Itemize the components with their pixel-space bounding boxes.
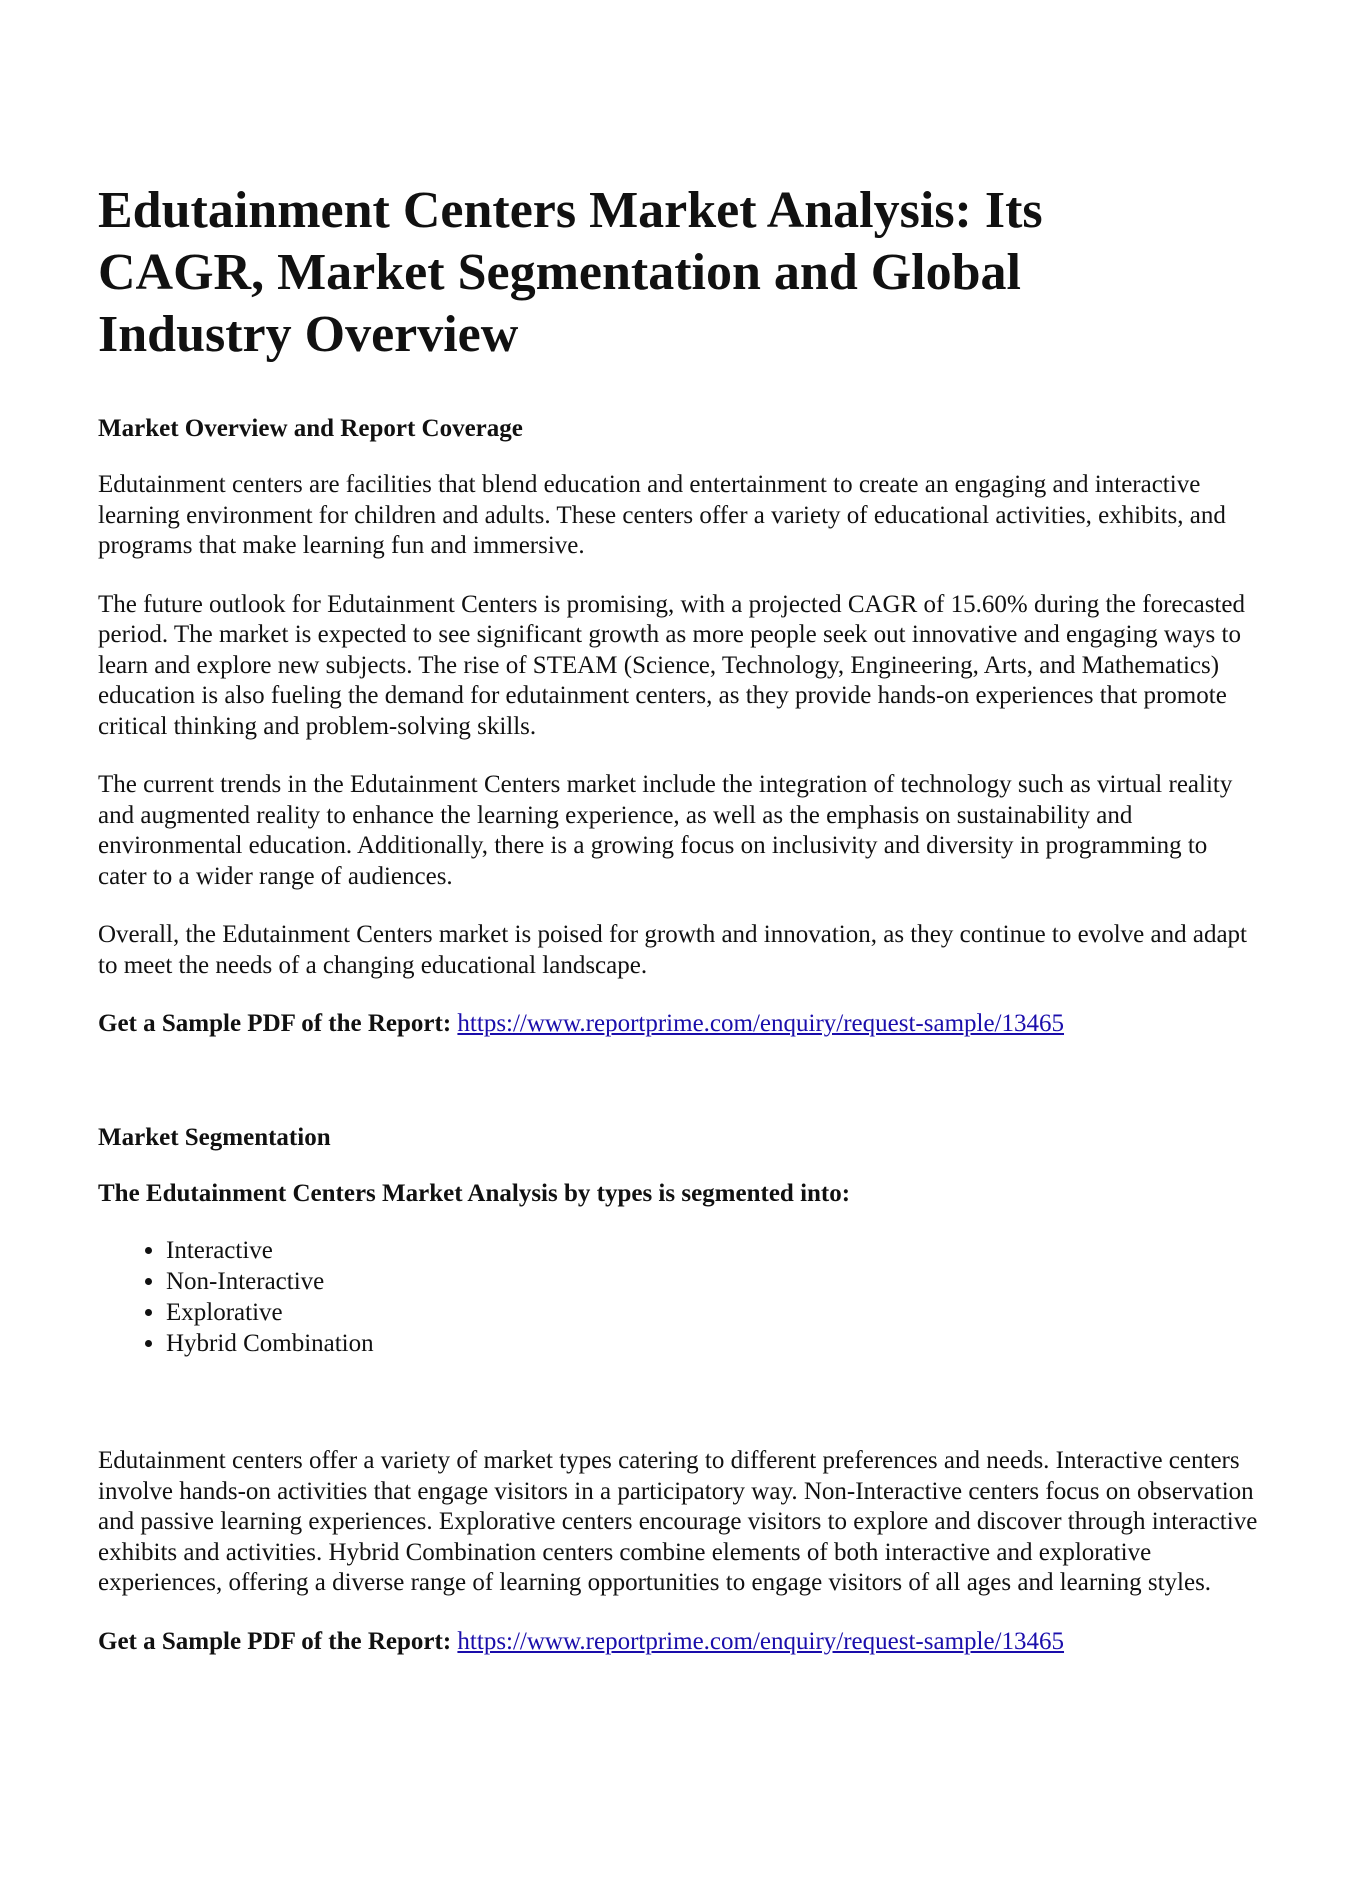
sample-pdf-line-2	[98, 1627, 1247, 1657]
section-heading-overview: Market Overview and Report Coverage	[98, 415, 523, 442]
overview-paragraph-4: Overall, the Edutainment Centers market is poised for growth and innovation, as they continue to evolve and adapt to meet the needs of a changing educational landscape.	[98, 921, 1247, 979]
sample-pdf-label: Get a Sample PDF of the Report:	[98, 1627, 452, 1655]
overview-paragraph-3: The current trends in the Edutainment Centers market include the integration of technology such as virtual reality and augmented reality to enhance the learning experience, as well as the emphasis on sustainability and environmental education. Additionally, there is a growing focus on inclusivity and diversity in programming to cater to a wider range of audiences.	[98, 771, 1233, 890]
spacer	[98, 1359, 1247, 1446]
list-item: • Non-Interactive	[166, 1266, 1247, 1297]
overview-paragraph-2: The future outlook for Edutainment Centers is promising, with a projected CAGR of 15.60% during the forecasted period. The market is expected to see significant growth as more people seek out innovative and engaging ways to learn and explore new subjects. The rise of STEAM (Science, Technology, Engineering, Arts, and Mathematics) education is also fueling the demand for edutainment centers, as they provide hands-on experiences that promote critical thinking and problem-solving skills.	[98, 590, 1245, 740]
overview-paragraph-1: Edutainment centers are facilities that blend education and entertainment to create an engaging and interactive learning environment for children and adults. These centers offer a variety of educational activities, exhibits, and programs that make learning fun and immersive.	[98, 471, 1226, 559]
section-heading-segmentation: Market Segmentation	[98, 1124, 331, 1151]
types-heading: The Edutainment Centers Market Analysis by types is segmented into:	[98, 1180, 851, 1207]
sample-pdf-line-1	[98, 1009, 1247, 1039]
sample-pdf-label: Get a Sample PDF of the Report:	[98, 1010, 452, 1037]
list-item: • Explorative	[166, 1297, 1247, 1328]
page-title: Edutainment Centers Market Analysis: Its CAGR, Market Segmentation and Global Industry Overview	[98, 182, 1043, 363]
types-paragraph: Edutainment centers offer a variety of market types catering to different preferences and needs. Interactive centers involve hands-on activities that engage visitors in a participatory way. Non-Interactive centers focus on observation and passive learning experiences. Explorative centers encourage visitors to explore and discover through interactive exhibits and activities. Hybrid Combination centers combine elements of both interactive and explorative experiences, offering a diverse range of learning opportunities to engage visitors of all ages and learning styles.	[98, 1447, 1258, 1596]
list-item: • Hybrid Combination	[166, 1328, 1247, 1359]
sample-pdf-link[interactable]: https://www.reportprime.com/enquiry/request-sample/13465	[457, 1627, 1065, 1655]
sample-pdf-link[interactable]: https://www.reportprime.com/enquiry/request-sample/13465	[457, 1010, 1065, 1037]
types-list	[98, 1235, 1247, 1359]
spacer	[98, 1039, 1247, 1123]
list-item: • Interactive	[166, 1235, 1247, 1266]
